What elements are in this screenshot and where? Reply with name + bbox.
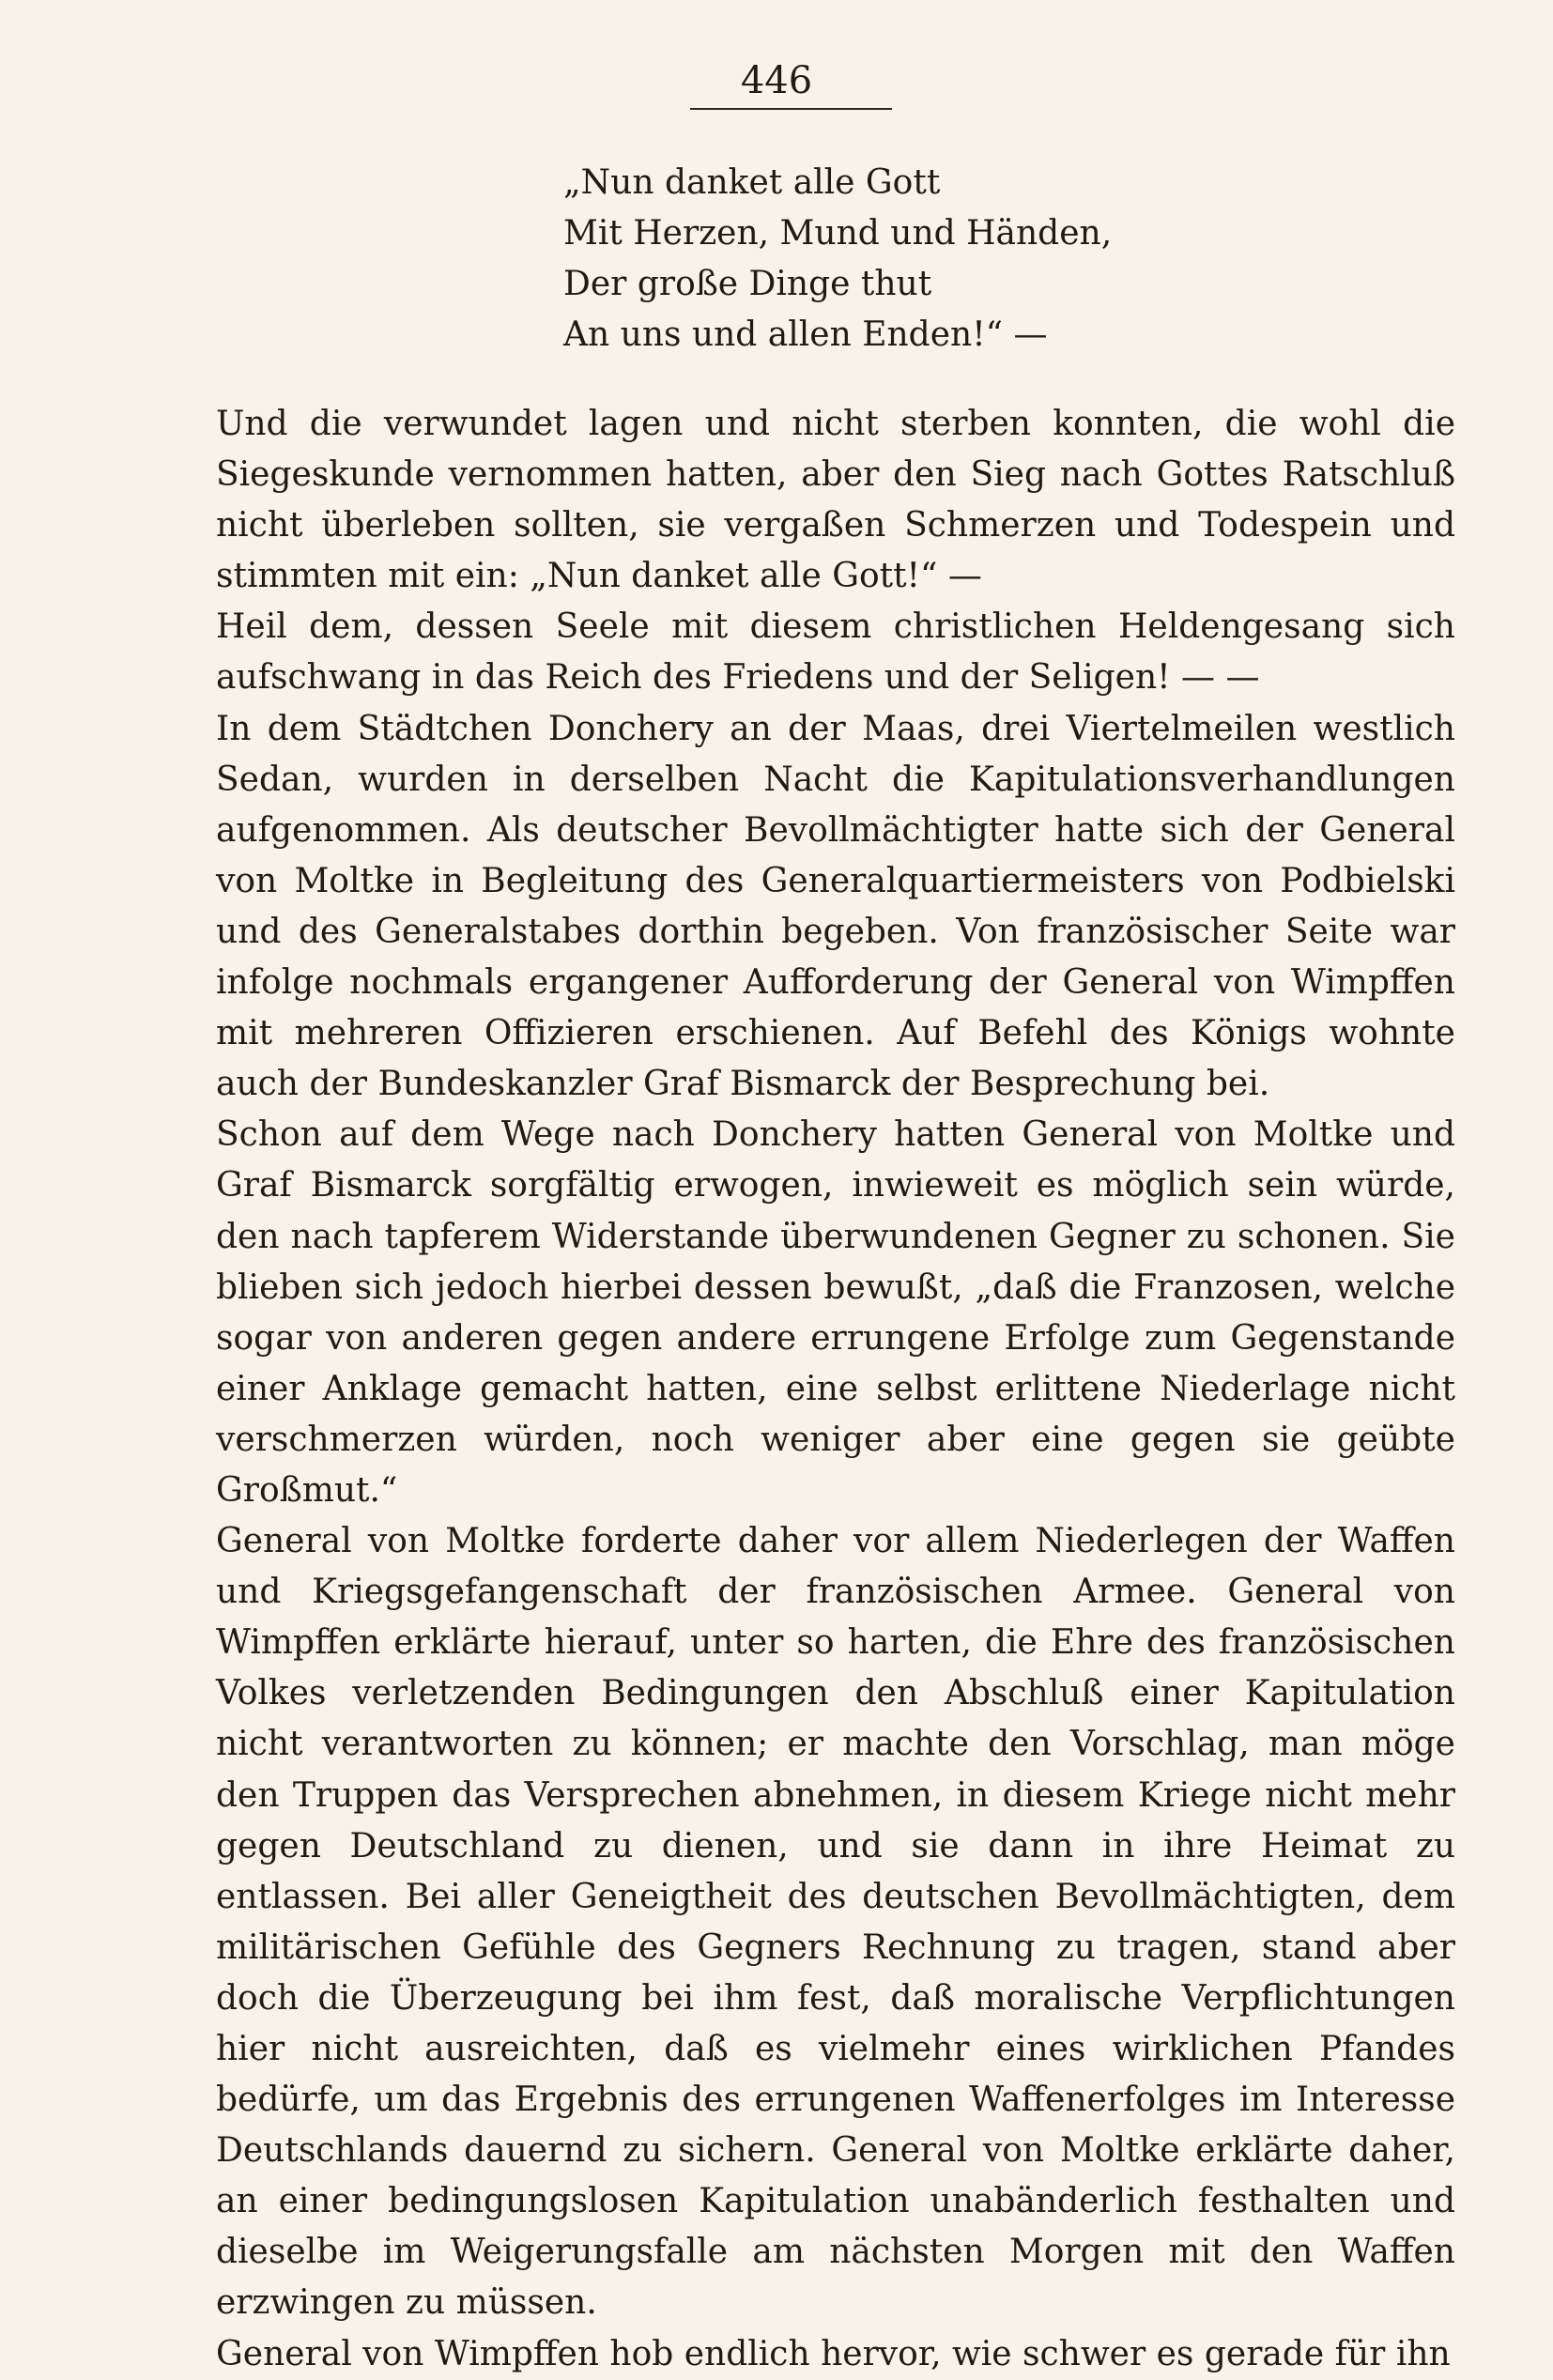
paragraph: Schon auf dem Wege nach Donchery hatten General von Moltke und Graf Bismarck sorgfältig erwogen, inwieweit es möglich sein würde, den nach tapferem Widerstande überwundenen Gegner zu schonen. Sie blieben sich jedoch hierbei dessen bewußt, „daß die Franzosen, welche sogar von anderen gegen andere errungene Erfolge zum Gegenstande einer Anklage gemacht hatten, eine selbst erlittene Niederlage nicht verschmerzen würden, noch weniger aber eine gegen sie geübte Großmut.“: [216, 1115, 1455, 1510]
paragraph: General von Moltke forderte daher vor allem Niederlegen der Waffen und Kriegsgefangenschaft der französischen Armee. General von Wimpffen erklärte hierauf, unter so harten, die Ehre des französischen Volkes verletzenden Bedingungen den Abschluß einer Kapitulation nicht verantworten zu können; er machte den Vorschlag, man möge den Truppen das Versprechen abnehmen, in diesem Kriege nicht mehr gegen Deutschland zu dienen, und sie dann in ihre Heimat zu entlassen. Bei aller Geneigtheit des deutschen Bevollmächtigten, dem militärischen Gefühle des Gegners Rechnung zu tragen, stand aber doch die Überzeugung bei ihm fest, daß moralische Verpflichtungen hier nicht ausreichten, daß es vielmehr eines wirklichen Pfandes bedürfe, um das Ergebnis des errungenen Waffenerfolges im Interesse Deutschlands dauernd zu sichern. General von Moltke erklärte daher, an einer bedingungslosen Kapitulation unabänderlich festhalten und dieselbe im Weigerungsfalle am nächsten Morgen mit den Waffen erzwingen zu müssen.: [216, 1522, 1455, 2323]
paragraph: Heil dem, dessen Seele mit diesem christlichen Heldengesang sich aufschwang in das Reich des Friedens und der Seligen! — —: [216, 607, 1455, 698]
paragraph: In dem Städtchen Donchery an der Maas, drei Viertelmeilen westlich Sedan, wurden in derselben Nacht die Kapitulationsverhandlungen aufgenommen. Als deutscher Bevollmächtigter hatte sich der General von Moltke in Begleitung des Generalquartiermeisters von Podbielski und des Generalstabes dorthin begeben. Von französischer Seite war infolge nochmals ergangener Aufforderung der General von Wimpffen mit mehreren Offizieren erschienen. Auf Befehl des Königs wohnte auch der Bundeskanzler Graf Bismarck der Besprechung bei.: [216, 709, 1455, 1104]
verse-line: An uns und allen Enden!“ —: [563, 315, 1048, 354]
page-number: 446: [740, 59, 813, 102]
paragraph: Und die verwundet lagen und nicht sterben konnten, die wohl die Siegeskunde vernommen hatten, aber den Sieg nach Gottes Ratschluß nicht überleben sollten, sie vergaßen Schmerzen und Todespein und stimmten mit ein: „Nun danket alle Gott!“ —: [216, 405, 1455, 596]
header-rule: [690, 108, 892, 110]
body-text: [216, 399, 1455, 2380]
verse-line: Mit Herzen, Mund und Händen,: [563, 214, 1113, 253]
hymn-verse: [563, 158, 1112, 361]
paragraph: General von Wimpffen hob endlich hervor, wie schwer es gerade für ihn: [216, 2334, 1451, 2373]
verse-line: Der große Dinge thut: [563, 265, 932, 303]
verse-line: „Nun danket alle Gott: [563, 163, 941, 202]
